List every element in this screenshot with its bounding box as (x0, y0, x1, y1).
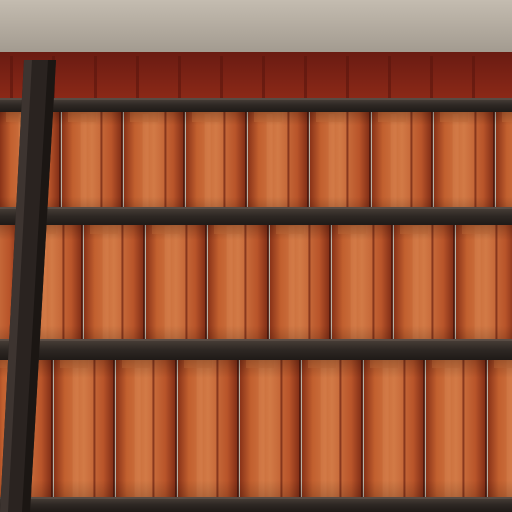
ceiling (0, 0, 512, 60)
top-strip-edge (10, 56, 13, 100)
batten-edge (0, 207, 512, 209)
tile-row (0, 110, 512, 212)
top-strip-edge (304, 56, 307, 100)
batten (0, 497, 512, 512)
batten (0, 98, 512, 112)
top-strip-edge (178, 56, 181, 100)
batten (0, 339, 512, 360)
tile-row (0, 356, 512, 502)
top-strip-edge (472, 56, 475, 100)
top-strip-edge (220, 56, 223, 100)
top-strip-edge (136, 56, 139, 100)
row-shade (0, 222, 512, 344)
row-shade (0, 356, 512, 502)
top-strip-edge (388, 56, 391, 100)
batten-edge (0, 339, 512, 341)
top-strip-edge (430, 56, 433, 100)
batten-edge (0, 98, 512, 100)
top-tile-strip (0, 52, 512, 102)
tile-row (0, 222, 512, 344)
top-strip-edge (346, 56, 349, 100)
batten-edge (0, 497, 512, 499)
top-strip-edge (94, 56, 97, 100)
batten (0, 207, 512, 225)
row-shade (0, 110, 512, 212)
tile-rows (0, 110, 512, 512)
top-strip-edge (262, 56, 265, 100)
